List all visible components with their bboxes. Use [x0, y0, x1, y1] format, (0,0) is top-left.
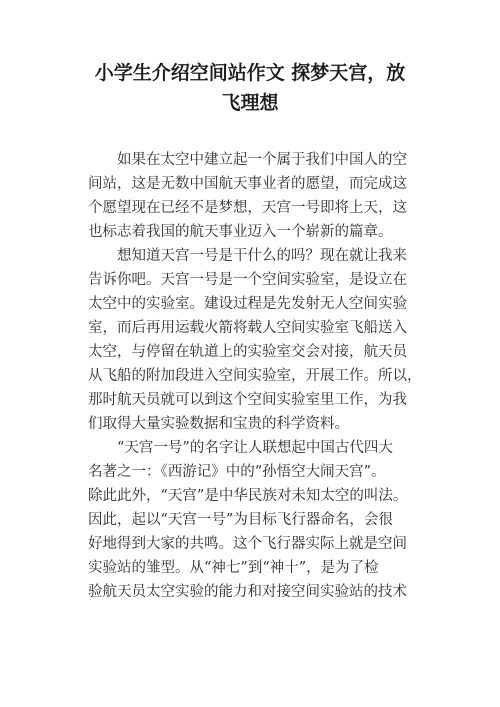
- text-line: 间站，这是无数中国航天事业者的愿望，而完成这: [88, 176, 407, 192]
- text-line: 告诉你吧。天宫一号是一个空间实验室，是设立在: [88, 272, 407, 288]
- text-line: 想知道天宫一号是干什么的吗？现在就让我来: [88, 248, 407, 264]
- text-line: 如果在太空中建立起一个属于我们中国人的空: [88, 152, 407, 168]
- text-line: 那时航天员就可以到这个空间实验室里工作，为我: [88, 392, 407, 408]
- text-line: 个愿望现在已经不是梦想，天宫一号即将上天，这: [88, 200, 407, 216]
- text-line: 也标志着我国的航天事业迈入一个崭新的篇章。: [88, 224, 393, 240]
- text-line: “天宫一号”的名字让人联想起中国古代四大: [88, 440, 393, 456]
- text-line: 名著之一：《西游记》中的“孙悟空大闹天宫”。: [88, 464, 386, 480]
- document-title: [60, 58, 440, 118]
- text-line: 好地得到大家的共鸣。这个飞行器实际上就是空间: [88, 536, 407, 552]
- paragraph-1: [88, 148, 418, 244]
- paragraph-3: [88, 436, 418, 604]
- text-line: 们取得大量实验数据和宝贵的科学资料。: [88, 416, 349, 432]
- document-body: [88, 148, 422, 604]
- text-line: 实验站的雏型。从“神七”到“神十”，是为了检: [88, 560, 379, 576]
- paragraph-2: [88, 244, 422, 436]
- text-line: 室，而后再用运载火箭将载人空间实验室飞船送入: [88, 320, 407, 336]
- text-line: 从飞船的附加段进入空间实验室，开展工作。所以，: [88, 368, 422, 384]
- text-line: 太空，与停留在轨道上的实验室交会对接，航天员: [88, 344, 407, 360]
- title-line-2: 飞理想: [221, 92, 279, 114]
- title-line-1: 小学生介绍空间站作文 探梦天宫，放: [94, 62, 406, 84]
- text-line: 除此此外，“天宫”是中华民族对未知太空的叫法。: [88, 488, 408, 504]
- text-line: 因此，起以“天宫一号”为目标飞行器命名，会很: [88, 512, 393, 528]
- text-line: 验航天员太空实验的能力和对接空间实验站的技术: [88, 584, 407, 600]
- text-line: 太空中的实验室。建设过程是先发射无人空间实验: [88, 296, 407, 312]
